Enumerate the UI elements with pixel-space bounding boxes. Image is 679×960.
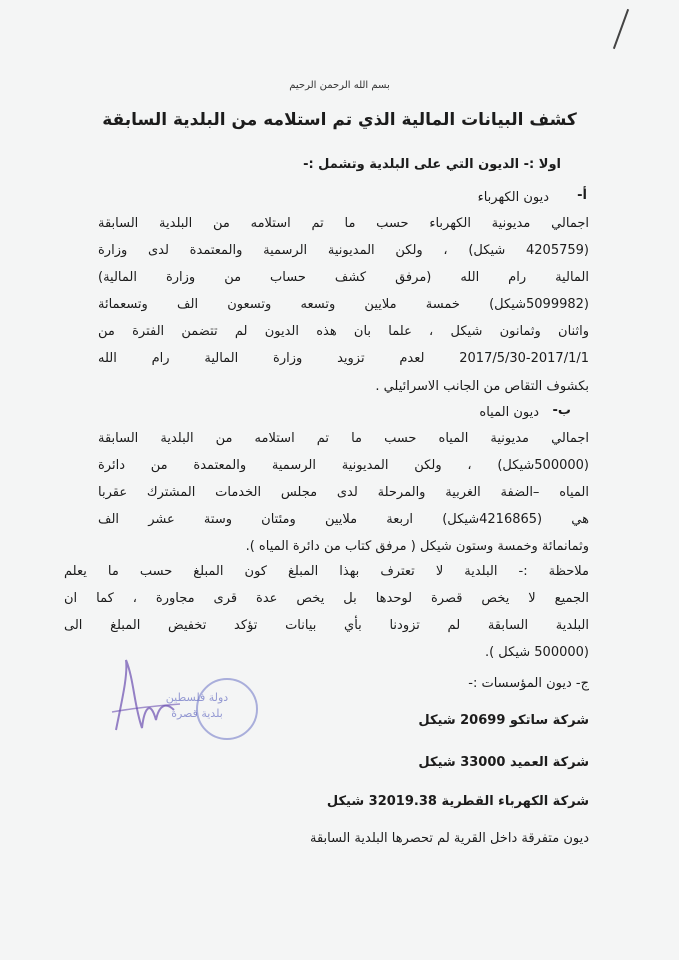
note-line: البلدية السابقة لم تزودنا بأي بيانات تؤكد تخفيض المبلغ الى xyxy=(64,618,589,633)
item-a-marker: أ- xyxy=(577,188,587,203)
item-a-line: واثنان وثمانون شيكل ، علما بان هذه الديون لم تتضمن الفترة من xyxy=(98,324,589,339)
item-b-line: وثمانمائة وخمسة وستون شيكل ( مرفق كتاب من دائرة المياه ). xyxy=(245,539,589,554)
document-title: كشف البيانات المالية الذي تم استلامه من البلدية السابقة xyxy=(102,110,577,130)
item-b-line: هي (4216865شيكل) اربعة ملايين ومئتان وستة عشر الف xyxy=(98,512,589,527)
signature xyxy=(104,650,184,740)
item-a-heading: ديون الكهرباء xyxy=(477,190,549,205)
company-debt: شركة ساتكو 20699 شيكل xyxy=(418,713,589,728)
note-line: ملاحظة :- البلدية لا تعترف بهذا المبلغ كون المبلغ حسب ما يعلم xyxy=(64,564,589,579)
item-a-line: المالية رام الله (مرفق كشف حساب من وزارة المالية) xyxy=(98,270,589,285)
company-debt: شركة الكهرباء القطرية 32019.38 شيكل xyxy=(326,794,589,809)
item-b-line: المياه –الضفة الغربية والمرحلة لدى مجلس الخدمات المشترك عقربا xyxy=(98,485,589,500)
company-debt: شركة العميد 33000 شيكل xyxy=(418,755,589,770)
section-one-heading: اولا :- الديون التي على البلدية وتشمل :- xyxy=(303,157,561,172)
item-a-line: (4205759 شيكل) ، ولكن المديونية الرسمية والمعتمدة لدى وزارة xyxy=(98,243,589,258)
item-a-line: 2017/5/30-2017/1/1 لعدم تزويد وزارة المالية رام الله xyxy=(98,351,589,366)
item-a-line: (5099982شيكل) خمسة ملايين وتسعه وتسعون الف وتسعمائة xyxy=(98,297,589,312)
item-b-line: اجمالي مديونية المياه حسب ما تم استلامه من البلدية السابقة xyxy=(98,431,589,446)
note-line: الجميع لا يخص قصرة لوحدها بل يخص عدة قرى مجاورة ، كما ان xyxy=(64,591,589,606)
note-line: (500000 شيكل ). xyxy=(484,645,589,660)
item-a-line: بكشوف التقاص من الجانب الاسرائيلي . xyxy=(375,379,589,394)
item-b-marker: ب- xyxy=(552,403,571,418)
stamp-text: دولة فلسطين بلدية قصرة xyxy=(165,691,229,720)
basmala: بسم الله الرحمن الرحيم xyxy=(289,80,390,91)
item-c-heading: ج- ديون المؤسسات :- xyxy=(468,676,589,691)
item-b-line: (500000شيكل) ، ولكن المديونية الرسمية والمعتمدة من دائرة xyxy=(98,458,589,473)
misc-debts: ديون متفرقة داخل القرية لم تحصرها البلدية السابقة xyxy=(310,831,589,846)
item-a-line: اجمالي مديونية الكهرباء حسب ما تم استلامه من البلدية السابقة xyxy=(98,216,589,231)
item-b-heading: ديون المياه xyxy=(479,405,539,420)
pen-mark xyxy=(613,9,629,49)
